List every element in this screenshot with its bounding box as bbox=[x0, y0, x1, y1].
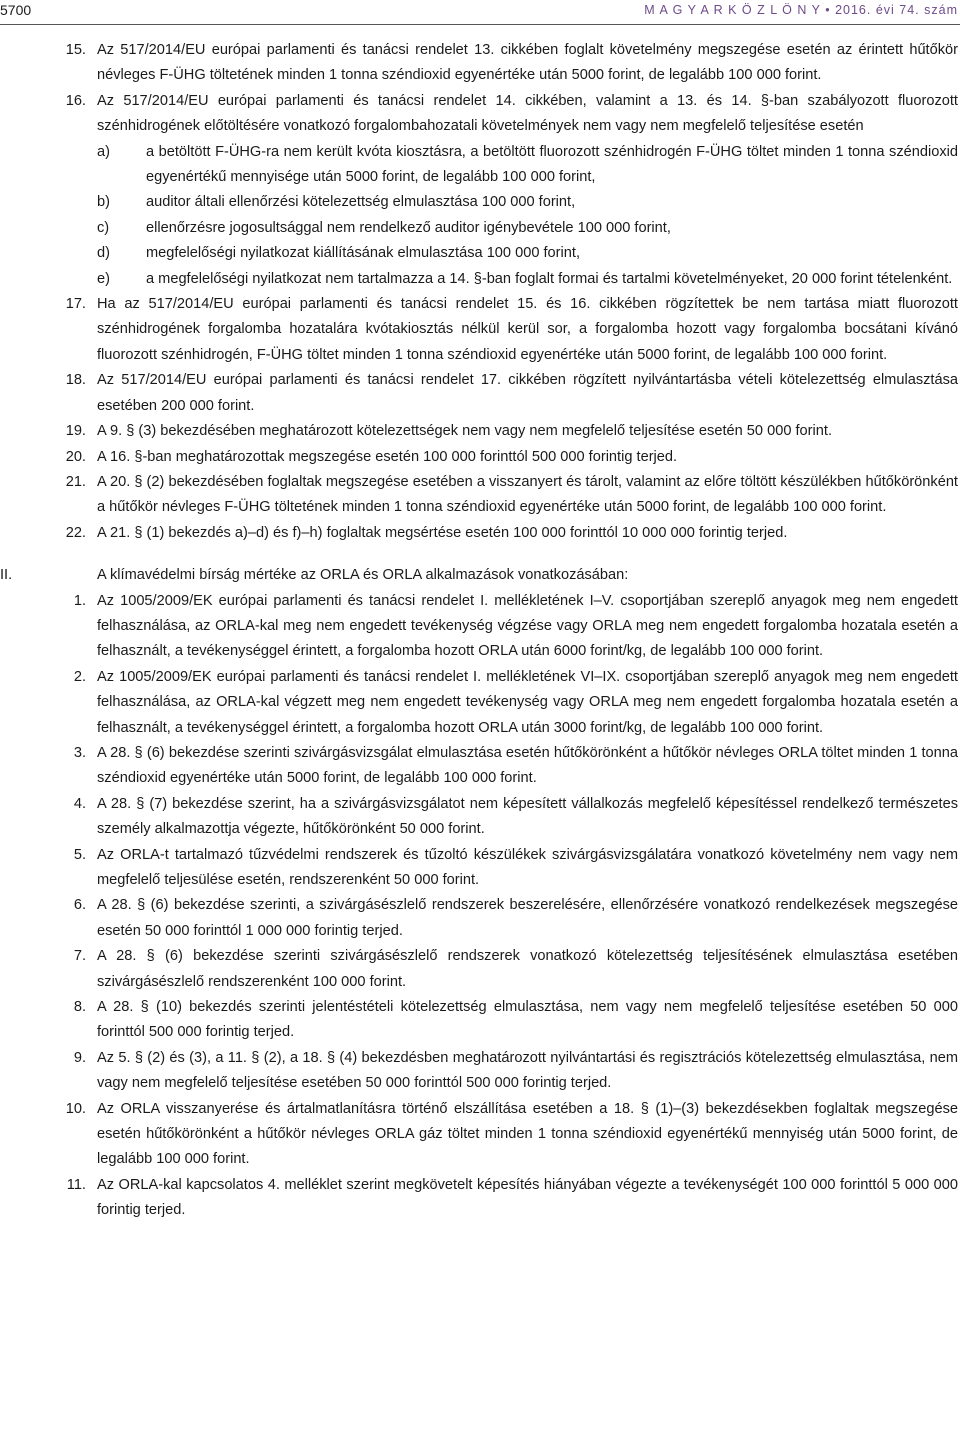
list-item bbox=[0, 89, 960, 140]
item-number: 3. bbox=[73, 744, 86, 761]
item-text: A 28. § (6) bekezdése szerinti szivárgásészlelő rendszerek vonatkozó kötelezettség teljesítésének elmulasztása esetében szivárgásészlelő rendszerenként 100 000 forint. bbox=[97, 948, 958, 990]
item-number: 10. bbox=[65, 1100, 86, 1117]
list-item bbox=[0, 445, 960, 470]
sub-item bbox=[0, 267, 960, 292]
page-header bbox=[0, 0, 960, 28]
list-item bbox=[0, 38, 960, 89]
sub-item-text: ellenőrzésre jogosultsággal nem rendelkező auditor igénybevétele 100 000 forint, bbox=[146, 219, 671, 236]
document-body bbox=[0, 38, 960, 1224]
item-text: Az 517/2014/EU európai parlamenti és tanácsi rendelet 14. cikkében, valamint a 13. és 14. §-ban szabályozott fluorozott szénhidrogének előtöltésére vonatkozó forgalombahozatali követelmények nem vagy nem megfelelő teljesítése esetén bbox=[97, 92, 958, 135]
item-text: Az ORLA-kal kapcsolatos 4. melléklet szerint megkövetelt képesítés hiányában végezte a tevékenységét 100 000 forinttól 5 000 000 forintig terjed. bbox=[97, 1176, 958, 1219]
sub-item-text: a megfelelőségi nyilatkozat nem tartalmazza a 14. §-ban foglalt formai és tartalmi követelményeket, 20 000 forint tételenként. bbox=[146, 270, 953, 287]
list-item bbox=[0, 1173, 960, 1224]
item-text: A 16. §-ban meghatározottak megszegése esetén 100 000 forinttól 500 000 forintig terjed. bbox=[97, 448, 678, 465]
item-number: 1. bbox=[73, 592, 86, 609]
sub-item-text: a betöltött F-ÜHG-ra nem került kvóta kiosztásra, a betöltött fluorozott szénhidrogén F-ÜHG töltet minden 1 tonna széndioxid egyenértékű mennyisége után 5000 forint, de legalább 100 000 forint, bbox=[146, 143, 958, 186]
item-text: A 28. § (10) bekezdés szerinti jelentéstételi kötelezettség elmulasztása, nem vagy nem megfelelő teljesítése esetében 50 000 forinttól 500 000 forintig terjed. bbox=[97, 999, 958, 1041]
item-text: A 28. § (7) bekezdése szerint, ha a szivárgásvizsgálatot nem képesített vállalkozás megfelelő képesítéssel rendelkező természetes személy alkalmazottja végezte, hűtőkörönként 50 000 forint. bbox=[97, 795, 958, 838]
item-text: A 28. § (6) bekezdése szerinti szivárgásvizsgálat elmulasztása esetén hűtőkörönként a hűtőkör névleges ORLA töltet minden 1 tonna széndioxid egyenértéke után 5000 forint, de legalább 100 000 forint. bbox=[97, 744, 958, 787]
list-item bbox=[0, 589, 960, 665]
item-number: 6. bbox=[73, 897, 86, 914]
sub-item bbox=[0, 241, 960, 266]
list-item bbox=[0, 1046, 960, 1097]
item-text: Az ORLA-t tartalmazó tűzvédelmi rendszerek és tűzoltó készülékek szivárgásvizsgálatára vonatkozó követelmény nem vagy nem megfelelő teljesülése esetén, rendszerenként 50 000 forint. bbox=[97, 846, 958, 888]
list-item bbox=[0, 843, 960, 894]
sub-item bbox=[0, 216, 960, 241]
list-item bbox=[0, 292, 960, 368]
item-number: 16. bbox=[65, 92, 86, 109]
header-rule bbox=[0, 24, 960, 25]
list-item bbox=[0, 741, 960, 792]
item-text: Ha az 517/2014/EU európai parlamenti és tanácsi rendelet 15. és 16. cikkében rögzítettek be nem tartása miatt fluorozott szénhidrogének forgalomba hozatalára kvótakiosztás nélkül kerül sor, a forgalomba hozott vagy forgalomba bocsátani kívánó fluorozott szénhidrogén, F-ÜHG töltet minden 1 tonna széndioxid egyenértéke után 5000 forint, de legalább 100 000 forint. bbox=[97, 296, 958, 363]
item-number: 22. bbox=[65, 524, 86, 541]
list-item bbox=[0, 470, 960, 521]
section-title: A klímavédelmi bírság mértéke az ORLA és ORLA alkalmazások vonatkozásában: bbox=[97, 567, 629, 584]
item-number: 20. bbox=[65, 448, 86, 465]
item-number: 18. bbox=[65, 372, 86, 389]
item-number: 8. bbox=[73, 999, 86, 1016]
item-text: Az ORLA visszanyerése és ártalmatlanításra történő elszállítása esetében a 18. § (1)–(3) bekezdésekben foglaltak megszegése esetén hűtőkörönként a hűtőkör névleges ORLA gáz töltet minden 1 tonna széndioxid egyenértékű mennyiség után 5000 forint, de legalább 100 000 forint. bbox=[97, 1100, 958, 1168]
item-text: Az 1005/2009/EK európai parlamenti és tanácsi rendelet I. mellékletének I–V. csoportjában szereplő anyagok meg nem engedett felhasználása, az ORLA-kal meg nem engedett tevékenység végzése vagy ORLA meg nem engedett forgalomba hozatala esetén a felhasznált, a tevékenységgel érintett, a forgalomba hozott ORLA után 6000 forint/kg, de legalább 100 000 forint. bbox=[97, 592, 958, 660]
list-item bbox=[0, 995, 960, 1046]
item-number: 11. bbox=[66, 1176, 86, 1193]
item-number: 19. bbox=[65, 423, 86, 440]
item-text: Az 1005/2009/EK európai parlamenti és tanácsi rendelet I. mellékletének VI–IX. csoportjában szereplő anyagok meg nem engedett felhasználása, az ORLA-kal végzett meg nem engedett tevékenység vagy ORLA meg nem engedett forgalomba hozatala esetén a felhasznált, a tevékenységgel érintett, a forgalomba hozott ORLA után 3000 forint/kg, de legalább 100 000 forint. bbox=[97, 668, 958, 736]
item-number: 17. bbox=[65, 296, 86, 313]
sub-item-letter: c) bbox=[97, 219, 110, 236]
sub-item-text: auditor általi ellenőrzési kötelezettség elmulasztása 100 000 forint, bbox=[146, 194, 576, 211]
item-text: Az 517/2014/EU európai parlamenti és tanácsi rendelet 17. cikkében rögzített nyilvántartásba vételi kötelezettség elmulasztása esetében 200 000 forint. bbox=[97, 372, 958, 414]
sub-item-letter: b) bbox=[97, 194, 110, 211]
item-text: Az 5. § (2) és (3), a 11. § (2), a 18. § (4) bekezdésben meghatározott nyilvántartási és regisztrációs kötelezettség elmulasztása, nem vagy nem megfelelő teljesítése esetében 50 000 forinttól 500 000 forintig terjed. bbox=[97, 1049, 958, 1092]
sub-item-letter: e) bbox=[97, 270, 110, 287]
item-number: 7. bbox=[73, 948, 86, 965]
section-number: II. bbox=[0, 567, 13, 584]
list-item bbox=[0, 1097, 960, 1173]
list-item bbox=[0, 792, 960, 843]
sub-item-text: megfelelőségi nyilatkozat kiállításának elmulasztása 100 000 forint, bbox=[146, 245, 581, 262]
sub-item bbox=[0, 190, 960, 215]
item-number: 21. bbox=[65, 473, 86, 490]
item-number: 4. bbox=[73, 795, 86, 812]
item-text: A 9. § (3) bekezdésében meghatározott kötelezettségek nem vagy nem megfelelő teljesítése esetén 50 000 forint. bbox=[97, 423, 832, 440]
item-text: A 21. § (1) bekezdés a)–d) és f)–h) foglaltak megsértése esetén 100 000 forinttól 10 000 000 forintig terjed. bbox=[97, 524, 788, 541]
list-item bbox=[0, 521, 960, 546]
item-number: 2. bbox=[73, 668, 86, 685]
journal-title: M A G Y A R K Ö Z L Ö N Y • 2016. évi 74. szám bbox=[644, 3, 958, 17]
section-heading bbox=[0, 563, 960, 588]
item-number: 9. bbox=[73, 1049, 86, 1066]
list-item bbox=[0, 665, 960, 741]
sub-item bbox=[0, 140, 960, 191]
item-number: 15. bbox=[65, 42, 86, 58]
list-item bbox=[0, 893, 960, 944]
item-text: Az 517/2014/EU európai parlamenti és tanácsi rendelet 13. cikkében foglalt követelmény megszegése esetén az érintett hűtőkör névleges F-ÜHG töltetének minden 1 tonna széndioxid egyenértéke után 5000 forint, de legalább 100 000 forint. bbox=[97, 42, 958, 84]
sub-item-letter: d) bbox=[97, 245, 110, 262]
item-number: 5. bbox=[73, 846, 86, 863]
page-number: 5700 bbox=[0, 2, 32, 18]
list-item bbox=[0, 368, 960, 419]
list-item bbox=[0, 944, 960, 995]
item-text: A 28. § (6) bekezdése szerinti, a szivárgásészlelő rendszerek beszerelésére, ellenőrzésére vonatkozó rendelkezések megszegése esetén 50 000 forinttól 1 000 000 forintig terjed. bbox=[97, 897, 958, 939]
item-text: A 20. § (2) bekezdésében foglaltak megszegése esetében a visszanyert és tárolt, valamint az előre töltött készülékben hűtőkörönként a hűtőkör névleges F-ÜHG töltetének minden 1 tonna széndioxid egyenértéke után 5000 forint, de legalább 100 000 forint. bbox=[97, 473, 958, 516]
list-item bbox=[0, 419, 960, 444]
sub-item-letter: a) bbox=[97, 143, 110, 160]
